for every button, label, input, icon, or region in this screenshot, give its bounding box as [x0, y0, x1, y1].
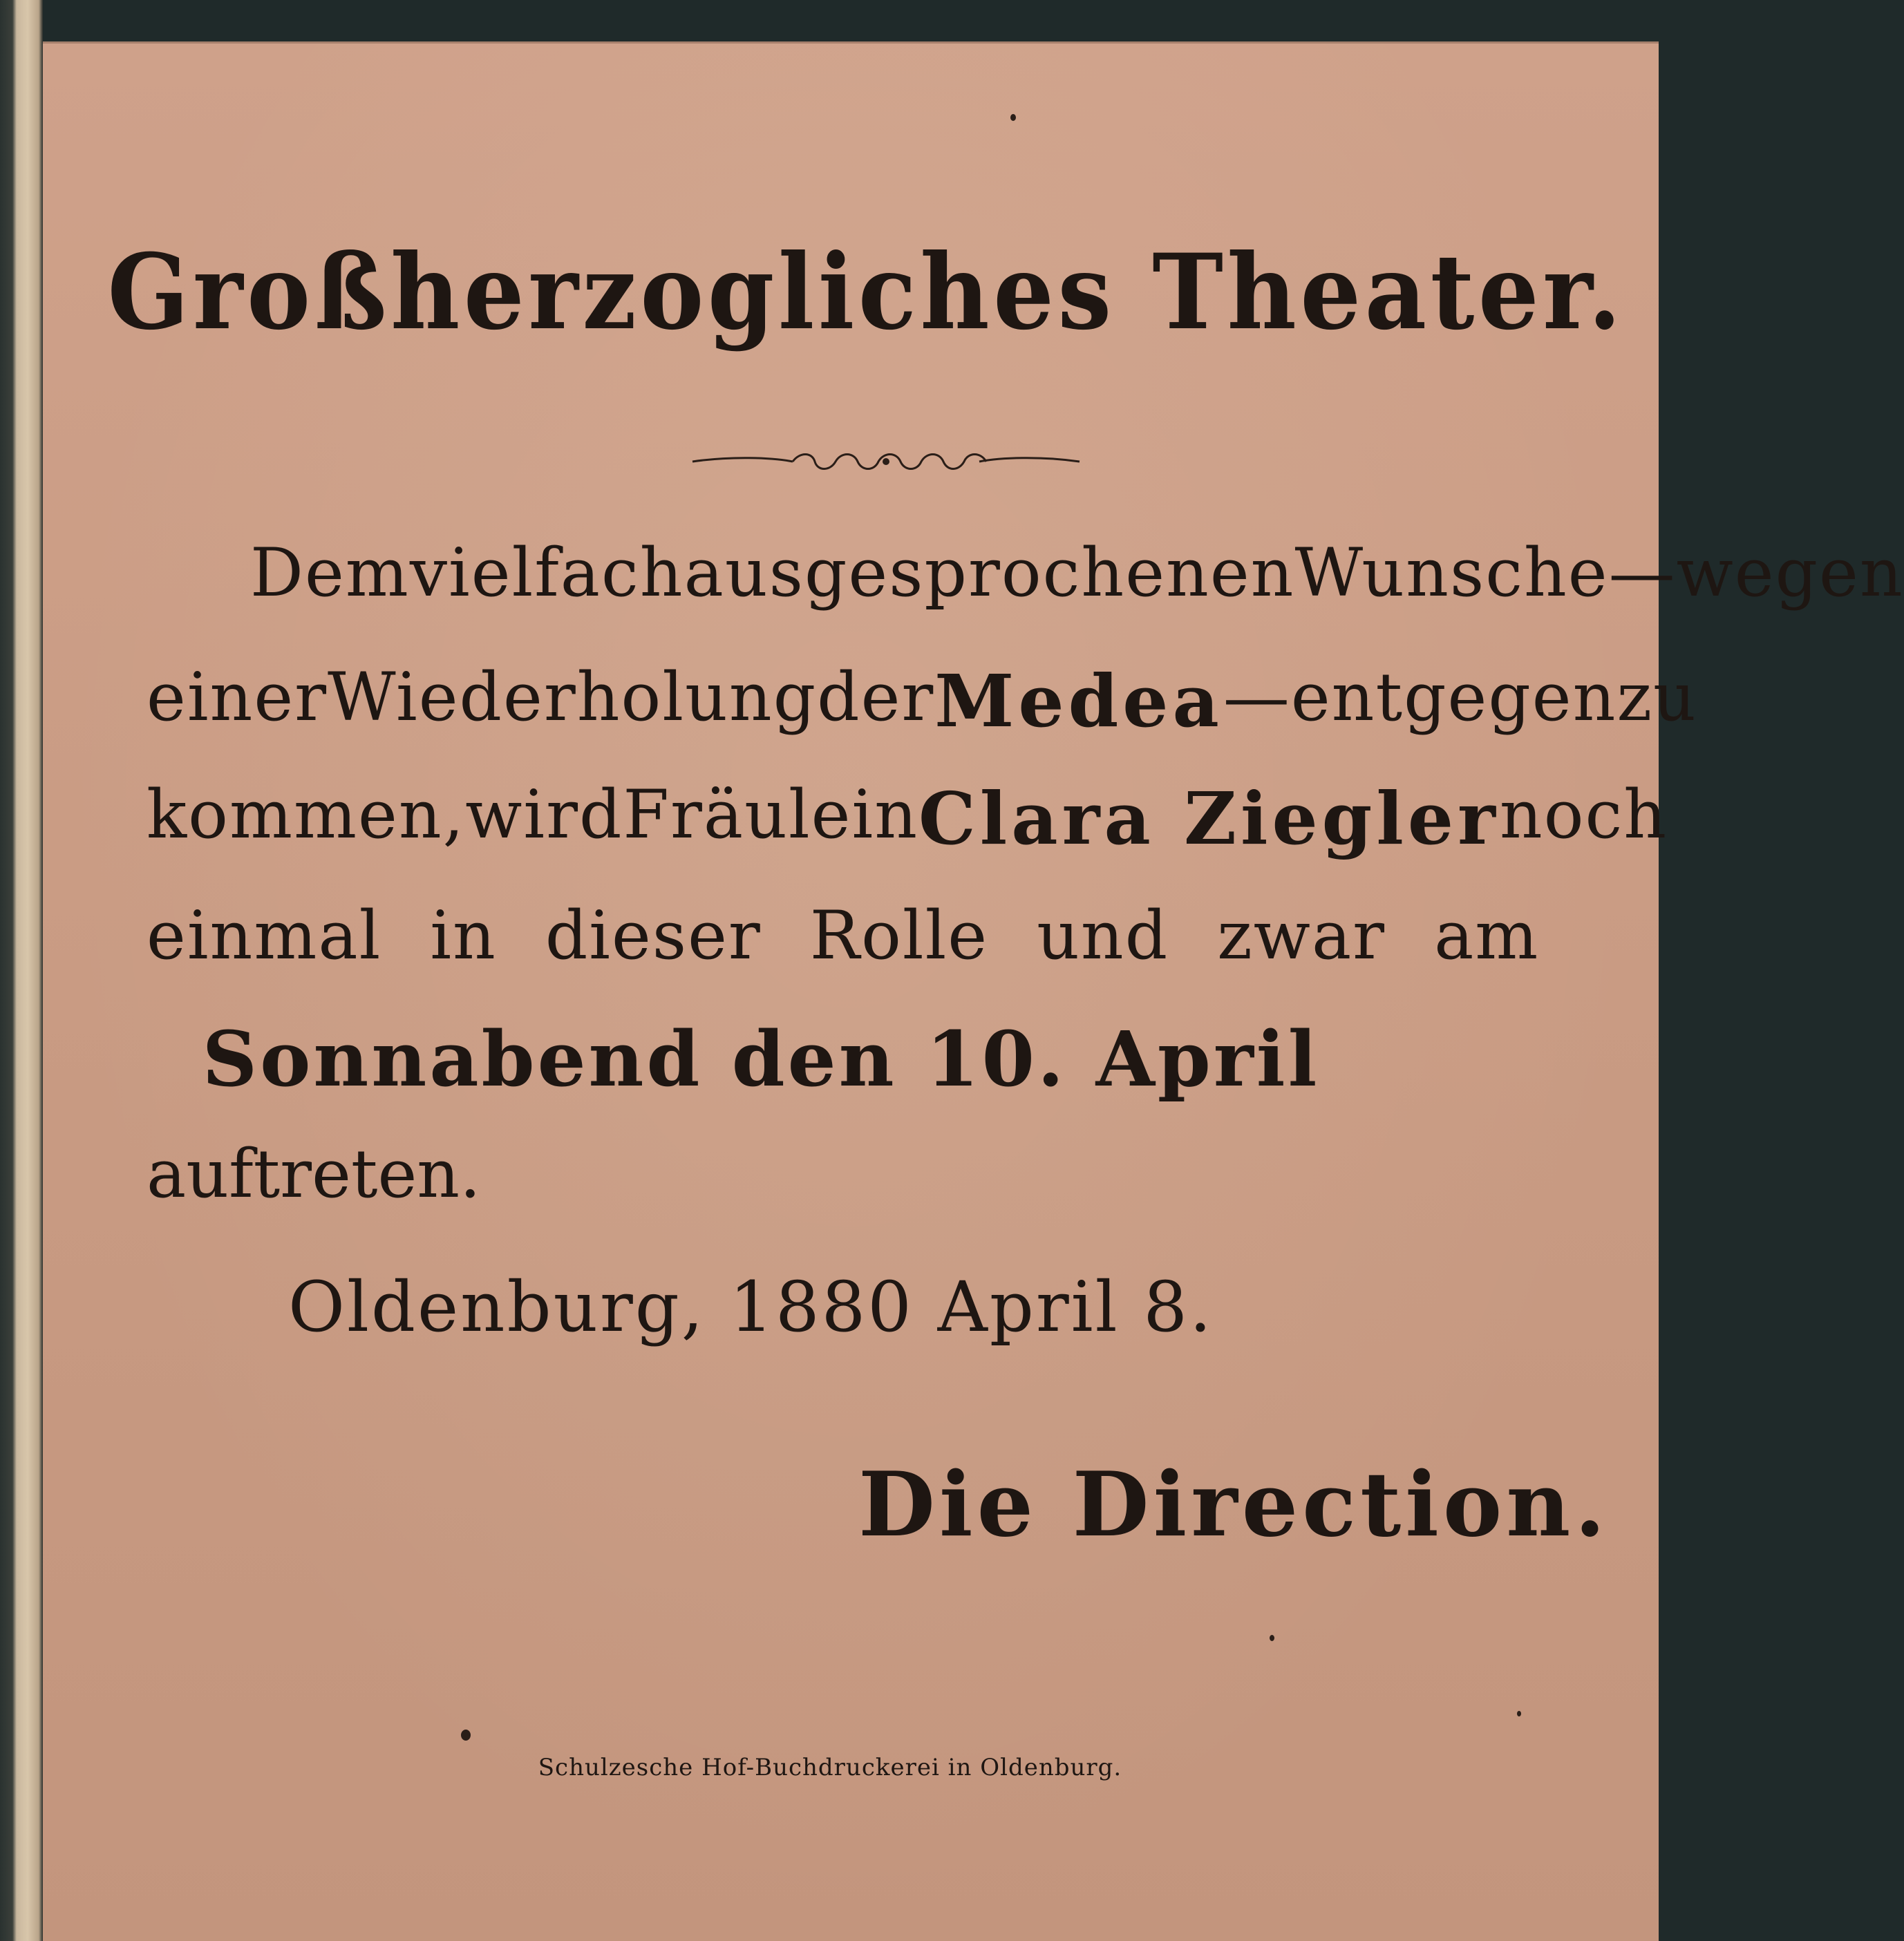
place-and-date: Oldenburg, 1880 April 8.	[288, 1267, 1214, 1347]
word: noch	[1499, 776, 1668, 853]
word: und	[1037, 897, 1169, 974]
word: zu	[1616, 659, 1697, 736]
opera-title-medea: Medea	[934, 659, 1223, 744]
text-line-6: auftreten.	[147, 1135, 481, 1213]
word: Fräulein	[623, 776, 919, 853]
ink-speck	[1010, 114, 1016, 121]
word: zwar	[1217, 897, 1386, 974]
word: kommen,	[147, 776, 466, 853]
text-line-3	[147, 776, 1668, 861]
dash: —	[1223, 659, 1291, 736]
dash: —	[1608, 534, 1677, 612]
performance-date: Sonnabend den 10. April	[202, 1014, 1320, 1104]
word: wird	[465, 776, 623, 853]
ink-speck	[1270, 1635, 1274, 1641]
word: Dem	[250, 534, 410, 612]
printer-imprint: Schulzesche Hof-Buchdruckerei in Oldenburg.	[538, 1754, 1122, 1781]
word: vielfach	[409, 534, 684, 612]
word: dieser	[545, 897, 762, 974]
word: entgegen	[1290, 659, 1617, 736]
word: der	[817, 659, 935, 736]
word: Rolle	[809, 897, 989, 974]
ink-speck	[1517, 1711, 1521, 1716]
performer-name: Clara Ziegler	[918, 776, 1500, 861]
ornament-divider	[689, 441, 1083, 482]
word: in	[430, 897, 497, 974]
binding-edge	[0, 0, 43, 1941]
word: ausgesprochenen	[684, 534, 1295, 612]
word: Wunsche	[1294, 534, 1609, 612]
poster-sheet	[43, 41, 1904, 1941]
word: Wiederholung	[328, 659, 818, 736]
poster-title: Großherzogliches Theater.	[107, 231, 1625, 353]
word: wegen	[1676, 534, 1904, 612]
text-line-2	[147, 659, 1697, 744]
word: einer	[147, 659, 328, 736]
text-line-1	[250, 534, 1904, 612]
word: einmal	[147, 897, 382, 974]
word: am	[1434, 897, 1540, 974]
signature: Die Direction.	[858, 1453, 1610, 1557]
ink-speck	[461, 1730, 471, 1741]
text-line-4	[147, 897, 1540, 974]
